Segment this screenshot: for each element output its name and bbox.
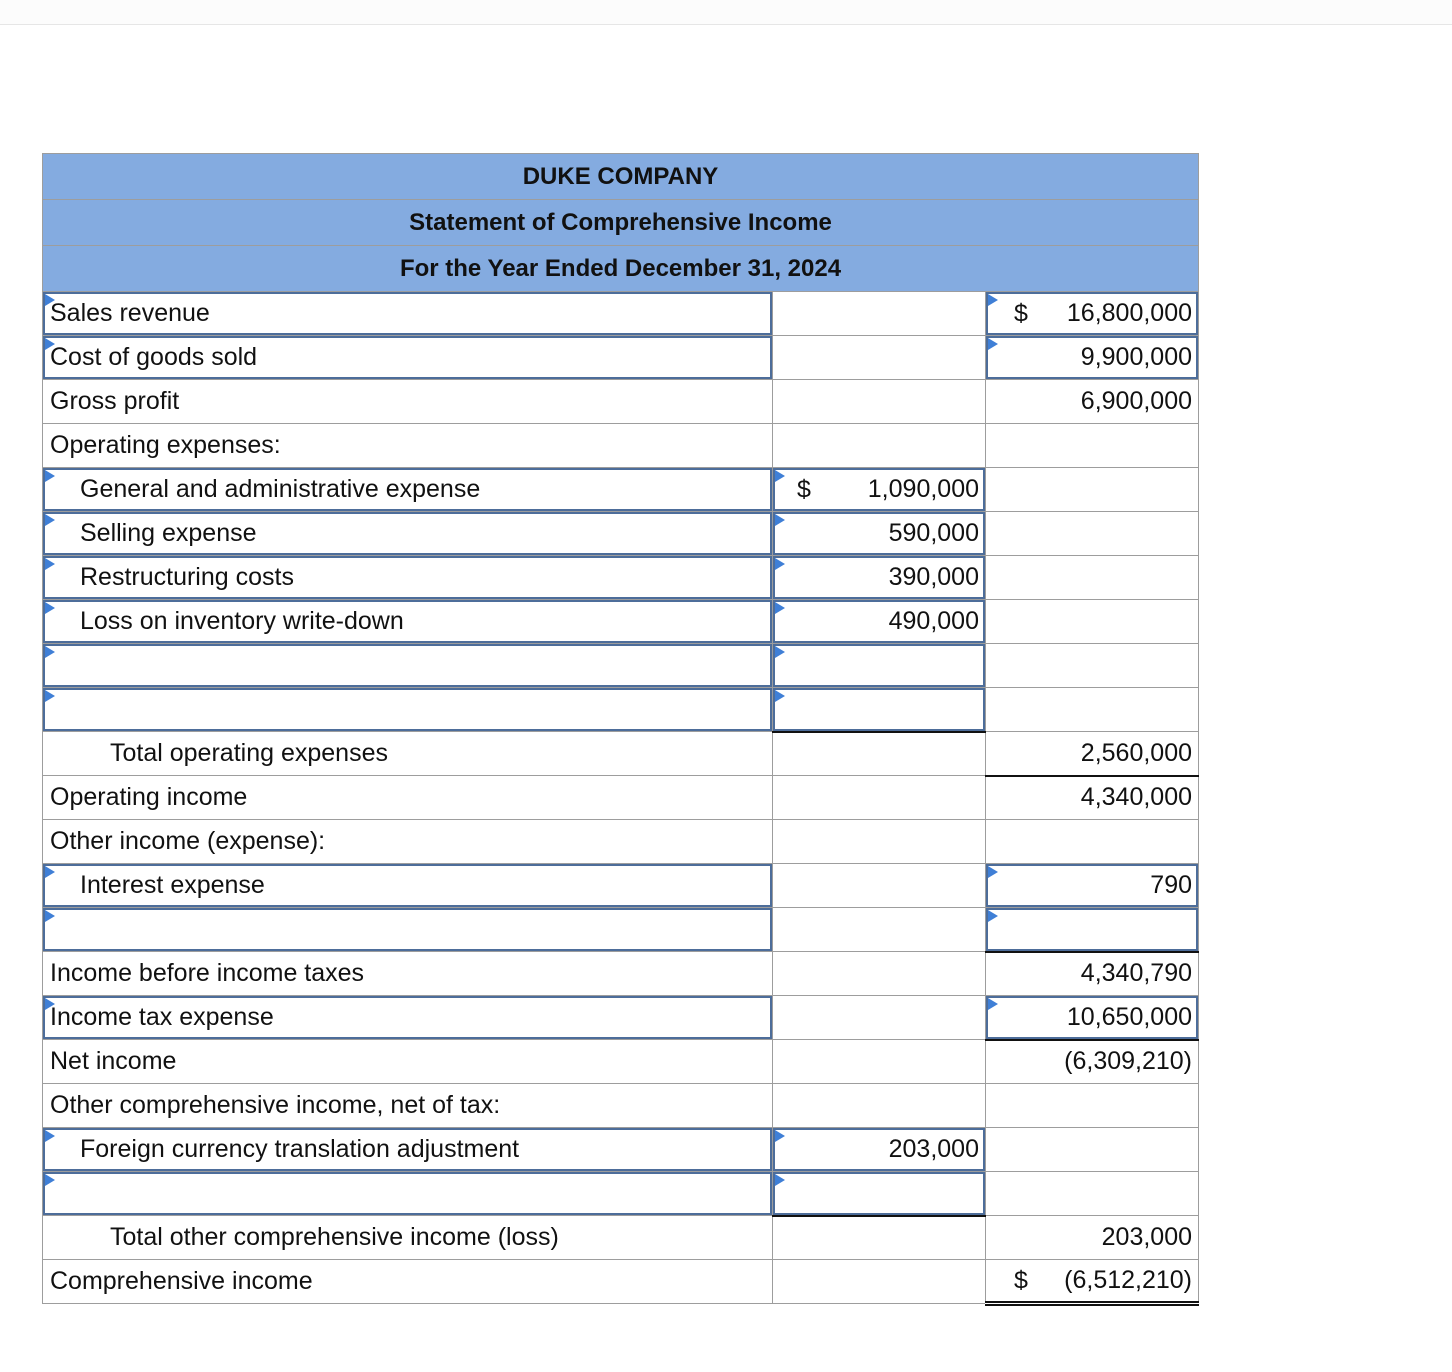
empty-col3 (986, 1172, 1199, 1216)
ga-expense-value-input[interactable] (773, 468, 986, 512)
row-total-oci (43, 1216, 1199, 1260)
row-net-income (43, 1040, 1199, 1084)
currency-sign: $ (797, 475, 811, 503)
operating-income-col2 (773, 776, 986, 820)
restructuring-value-input[interactable]: 390,000 (773, 556, 986, 600)
comprehensive-income-col2 (773, 1260, 986, 1304)
company-name: DUKE COMPANY (43, 154, 1199, 200)
row-empty-op-1 (43, 644, 1199, 688)
row-total-op-exp (43, 732, 1199, 776)
interest-expense-value-input[interactable]: 790 (986, 864, 1199, 908)
interest-expense-col2 (773, 864, 986, 908)
other-header-label: Other income (expense): (43, 820, 773, 864)
sales-revenue-label-input[interactable]: Sales revenue (43, 292, 773, 336)
empty-col2 (773, 908, 986, 952)
empty-col3 (986, 688, 1199, 732)
income-statement-table (42, 153, 1199, 1306)
header-row-company (43, 154, 1199, 200)
sales-revenue-value: 16,800,000 (1066, 299, 1193, 327)
interest-expense-label-input[interactable]: Interest expense (43, 864, 773, 908)
total-op-exp-col2 (773, 732, 986, 776)
row-empty-op-2 (43, 688, 1199, 732)
op-exp-header-col2 (773, 424, 986, 468)
total-op-exp-value: 2,560,000 (986, 732, 1199, 776)
row-income-tax (43, 996, 1199, 1040)
net-income-label: Net income (43, 1040, 773, 1084)
row-inventory-loss (43, 600, 1199, 644)
income-tax-value-input[interactable]: 10,650,000 (986, 996, 1199, 1040)
op-exp-header-col3 (986, 424, 1199, 468)
operating-income-label: Operating income (43, 776, 773, 820)
sales-revenue-col2 (773, 292, 986, 336)
sales-revenue-value-input[interactable] (986, 292, 1199, 336)
row-restructuring (43, 556, 1199, 600)
income-before-tax-label: Income before income taxes (43, 952, 773, 996)
top-bar (0, 0, 1452, 25)
selling-expense-label-input[interactable]: Selling expense (43, 512, 773, 556)
cogs-value-input[interactable]: 9,900,000 (986, 336, 1199, 380)
header-row-statement (43, 200, 1199, 246)
statement-period: For the Year Ended December 31, 2024 (43, 246, 1199, 292)
fx-adjustment-value-input[interactable]: 203,000 (773, 1128, 986, 1172)
inventory-loss-col3 (986, 600, 1199, 644)
row-oci-header (43, 1084, 1199, 1128)
operating-income-value: 4,340,000 (986, 776, 1199, 820)
row-interest-expense (43, 864, 1199, 908)
row-income-before-tax (43, 952, 1199, 996)
oci-header-label: Other comprehensive income, net of tax: (43, 1084, 773, 1128)
row-empty-other (43, 908, 1199, 952)
row-sales-revenue (43, 292, 1199, 336)
ga-expense-col3 (986, 468, 1199, 512)
inventory-loss-value-input[interactable]: 490,000 (773, 600, 986, 644)
empty-col3 (986, 644, 1199, 688)
restructuring-col3 (986, 556, 1199, 600)
total-oci-col2 (773, 1216, 986, 1260)
net-income-value: (6,309,210) (986, 1040, 1199, 1084)
currency-sign: $ (1014, 1266, 1028, 1294)
net-income-col2 (773, 1040, 986, 1084)
row-empty-oci (43, 1172, 1199, 1216)
cogs-col2 (773, 336, 986, 380)
gross-profit-value: 6,900,000 (986, 380, 1199, 424)
oci-header-col3 (986, 1084, 1199, 1128)
row-operating-income (43, 776, 1199, 820)
oci-header-col2 (773, 1084, 986, 1128)
row-ga-expense (43, 468, 1199, 512)
total-oci-label: Total other comprehensive income (loss) (43, 1216, 773, 1260)
other-header-col3 (986, 820, 1199, 864)
row-selling-expense (43, 512, 1199, 556)
comprehensive-income-value: (6,512,210) (1064, 1266, 1193, 1294)
op-exp-header-label: Operating expenses: (43, 424, 773, 468)
total-oci-value: 203,000 (986, 1216, 1199, 1260)
gross-profit-col2 (773, 380, 986, 424)
row-other-header (43, 820, 1199, 864)
statement-title: Statement of Comprehensive Income (43, 200, 1199, 246)
ga-expense-label-input[interactable]: General and administrative expense (43, 468, 773, 512)
fx-adjustment-label-input[interactable]: Foreign currency translation adjustment (43, 1128, 773, 1172)
gross-profit-label: Gross profit (43, 380, 773, 424)
header-row-period (43, 246, 1199, 292)
empty-value-input[interactable] (986, 908, 1199, 952)
income-tax-label-input[interactable]: Income tax expense (43, 996, 773, 1040)
selling-expense-value-input[interactable]: 590,000 (773, 512, 986, 556)
inventory-loss-label-input[interactable]: Loss on inventory write-down (43, 600, 773, 644)
selling-expense-col3 (986, 512, 1199, 556)
row-gross-profit (43, 380, 1199, 424)
income-tax-col2 (773, 996, 986, 1040)
total-op-exp-label: Total operating expenses (43, 732, 773, 776)
empty-value-input[interactable] (773, 1172, 986, 1216)
empty-label-input[interactable] (43, 688, 773, 732)
empty-label-input[interactable] (43, 1172, 773, 1216)
other-header-col2 (773, 820, 986, 864)
comprehensive-income-label: Comprehensive income (43, 1260, 773, 1304)
empty-value-input[interactable] (773, 644, 986, 688)
empty-label-input[interactable] (43, 908, 773, 952)
empty-value-input[interactable] (773, 688, 986, 732)
income-before-tax-value: 4,340,790 (986, 952, 1199, 996)
empty-label-input[interactable] (43, 644, 773, 688)
row-cogs (43, 336, 1199, 380)
cogs-label-input[interactable]: Cost of goods sold (43, 336, 773, 380)
row-fx-adjustment (43, 1128, 1199, 1172)
row-op-exp-header (43, 424, 1199, 468)
comprehensive-income-value-cell (986, 1260, 1199, 1304)
ga-expense-value: 1,090,000 (867, 475, 979, 503)
fx-adjustment-col3 (986, 1128, 1199, 1172)
row-comprehensive-income (43, 1260, 1199, 1304)
restructuring-label-input[interactable]: Restructuring costs (43, 556, 773, 600)
currency-sign: $ (1014, 299, 1028, 327)
income-before-tax-col2 (773, 952, 986, 996)
